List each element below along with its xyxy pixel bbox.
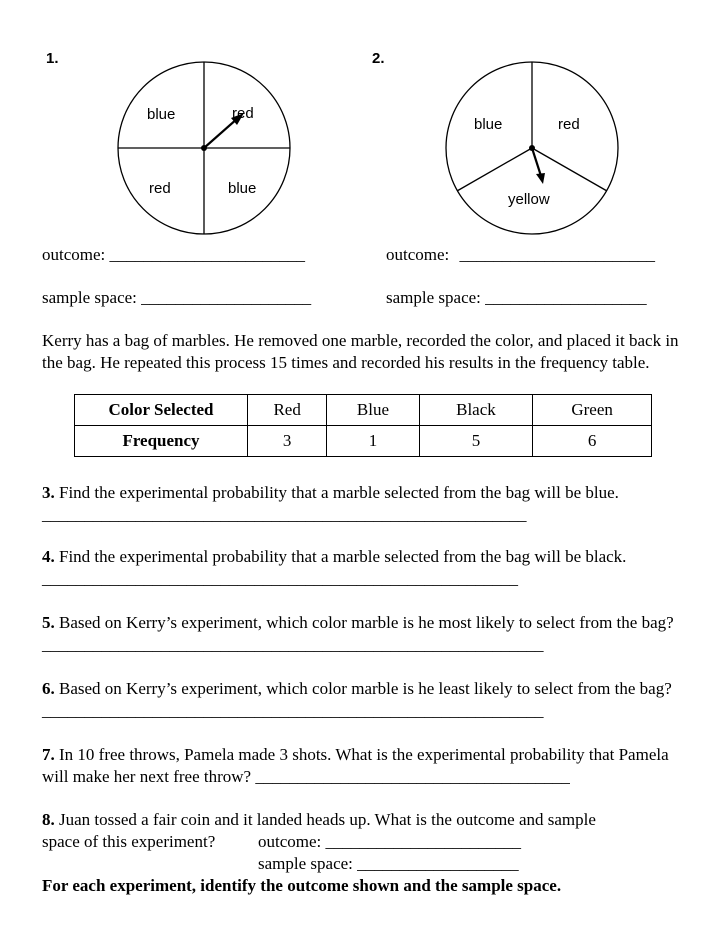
question-8-line-1 [42, 810, 596, 830]
table-cell-color: Black [419, 395, 533, 426]
problem-1-number: 1. [46, 50, 59, 67]
problem-2-outcome [386, 245, 655, 265]
question-5-text[interactable]: Based on Kerry’s experiment, which color marble is he most likely to select from the bag? ___________________________________________________________ [42, 613, 674, 654]
problem-1-outcome-label: outcome: [42, 245, 106, 264]
question-8-number: 8. [42, 810, 55, 829]
table-cell-color: Red [248, 395, 327, 426]
question-6-number: 6. [42, 679, 55, 698]
question-8-outcome [258, 832, 521, 852]
problem-2-sample-space-blank[interactable]: ___________________ [485, 288, 647, 307]
problem-2-number: 2. [372, 50, 385, 67]
question-3 [42, 482, 692, 526]
table-cell-color: Blue [327, 395, 419, 426]
instruction-text: For each experiment, identify the outcome shown and the sample space. [42, 876, 562, 895]
table-cell-frequency: 6 [533, 426, 652, 457]
spinner-1-label-bottom-left: red [149, 180, 171, 197]
question-8-sample-space-blank[interactable]: ___________________ [357, 854, 519, 873]
question-4-number: 4. [42, 547, 55, 566]
spinner-1-label-top-right: red [232, 105, 254, 122]
question-8-outcome-label: outcome: [258, 832, 322, 851]
question-5-number: 5. [42, 613, 55, 632]
question-7-text[interactable]: In 10 free throws, Pamela made 3 shots. What is the experimental probability that Pamela will make her next free throw? _____________________________________ [42, 745, 669, 786]
question-8-sample-space [258, 854, 519, 874]
problem-2-outcome-label: outcome: [386, 245, 450, 264]
problem-1-outcome [42, 245, 305, 265]
problem-2-sample-space [386, 288, 647, 308]
question-7-number: 7. [42, 745, 55, 764]
table-header-color-selected: Color Selected [75, 395, 248, 426]
spinner-1-label-top-left: blue [147, 106, 176, 123]
question-8-outcome-blank[interactable]: _______________________ [325, 832, 522, 851]
table-cell-frequency: 3 [248, 426, 327, 457]
spinner-2-label-right: red [558, 116, 580, 133]
question-3-number: 3. [42, 483, 55, 502]
question-7 [42, 744, 692, 788]
question-8-text: Juan tossed a fair coin and it landed heads up. What is the outcome and sample [54, 810, 596, 829]
problem-2-outcome-blank[interactable]: _______________________ [459, 245, 656, 264]
spinner-1-label-bottom-right: blue [228, 180, 257, 197]
problem-1-sample-space-label: sample space: [42, 288, 137, 307]
question-8-line-2 [42, 832, 215, 852]
table-cell-frequency: 1 [327, 426, 419, 457]
problem-1-outcome-blank[interactable]: _______________________ [109, 245, 306, 264]
table-row-frequency [75, 426, 652, 457]
question-3-text[interactable]: Find the experimental probability that a marble selected from the bag will be blue. _________________________________________________________ [42, 483, 619, 524]
question-8-prefix: space of this experiment? [42, 832, 216, 851]
spinner-2-label-bottom: yellow [508, 191, 550, 208]
spinner-1 [110, 60, 300, 240]
problem-2-sample-space-label: sample space: [386, 288, 481, 307]
spinner-2-label-left: blue [474, 116, 503, 133]
table-row-colors [75, 395, 652, 426]
question-5 [42, 612, 692, 656]
intro-paragraph: Kerry has a bag of marbles. He removed one marble, recorded the color, and placed it back in the bag. He repeated this process 15 times and recorded his results in the frequency table. [42, 331, 679, 372]
question-6 [42, 678, 692, 722]
question-8-sample-space-label: sample space: [258, 854, 353, 873]
question-6-text[interactable]: Based on Kerry’s experiment, which color marble is he least likely to select from the bag? ___________________________________________________________ [42, 679, 672, 720]
question-4 [42, 546, 692, 590]
problem-1-sample-space-blank[interactable]: ____________________ [141, 288, 312, 307]
frequency-table [74, 394, 652, 457]
table-cell-frequency: 5 [419, 426, 533, 457]
table-header-frequency: Frequency [75, 426, 248, 457]
question-4-text[interactable]: Find the experimental probability that a marble selected from the bag will be black. ________________________________________________________ [42, 547, 627, 588]
problem-1-sample-space [42, 288, 311, 308]
table-cell-color: Green [533, 395, 652, 426]
spinner-2 [444, 60, 620, 236]
